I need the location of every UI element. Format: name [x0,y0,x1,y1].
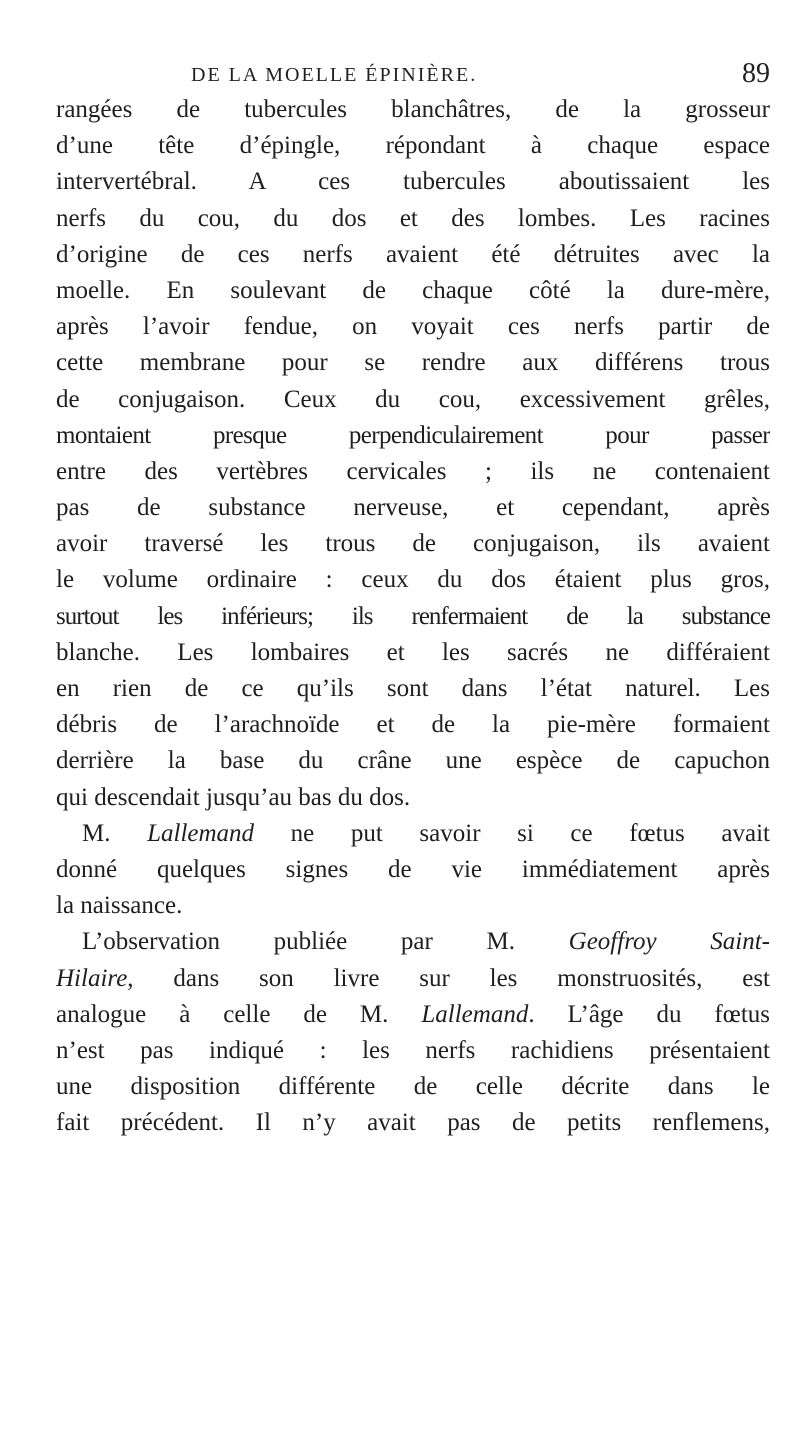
text-line: de conjugaison. Ceux du cou, excessivement grêles, [56,385,770,413]
text-line: donné quelques signes de vie immédiatement après [56,855,770,883]
text-line: moelle. En soulevant de chaque côté la dure-mère, [56,276,770,304]
text-segment: , dans son livre sur les monstruosités, est [127,964,770,992]
text-line: avoir traversé les trous de conjugaison, ils avaient [56,530,770,558]
text-segment: . L’âge du fœtus [528,1000,770,1028]
text-line: fait précédent. Il n’y avait pas de petits renflemens, [56,1109,770,1137]
text-line [56,997,770,1033]
text-line: qui descendait jusqu’au bas du dos. [56,783,411,811]
text-line: montaient presque perpendiculairement pour passer [56,421,770,449]
text-segment: M. [82,819,148,847]
text-line: une disposition différente de celle décrite dans le [56,1073,770,1101]
text-line: entre des vertèbres cervicales ; ils ne contenaient [56,457,770,485]
author-name: Lallemand [147,819,255,847]
text-line: rangées de tubercules blanchâtres, de la grosseur [56,96,770,123]
text-line: le volume ordinaire : ceux du dos étaient plus gros, [56,566,770,594]
page-number: 89 [742,58,770,89]
text-line: débris de l’arachnoïde et de la pie-mère formaient [56,711,770,739]
running-title: DE LA MOELLE ÉPINIÈRE. [191,64,478,86]
text-segment: analogue à celle de M. [56,1000,422,1028]
text-line: après l’avoir fendue, on voyait ces nerfs partir de [56,313,770,341]
text-line [56,961,770,997]
text-line: blanche. Les lombaires et les sacrés ne différaient [56,638,770,666]
text-line: cette membrane pour se rendre aux différens trous [56,349,770,377]
text-segment: L’observation publiée par M. [82,928,569,956]
author-name: Lallemand [421,1000,529,1028]
text-line: intervertébral. A ces tubercules aboutissaient les [56,168,770,196]
text-segment: ne put savoir si ce fœtus avait [254,819,770,847]
text-line [56,924,770,960]
author-name: Hilaire [56,964,128,992]
text-line: la naissance. [56,892,183,920]
text-line: pas de substance nerveuse, et cependant, après [56,494,770,522]
text-line: derrière la base du crâne une espèce de capuchon [56,747,770,775]
text-line [56,816,770,852]
text-line: en rien de ce qu’ils sont dans l’état naturel. Les [56,675,770,702]
body-text [56,92,770,1141]
author-name: Geoffroy Saint- [568,928,770,956]
text-line: n’est pas indiqué : les nerfs rachidiens présentaient [56,1036,770,1064]
text-line: nerfs du cou, du dos et des lombes. Les racines [56,204,770,232]
text-line: d’origine de ces nerfs avaient été détruites avec la [56,240,770,268]
text-line: surtout les inférieurs; ils renfermaient de la substance [56,602,770,630]
text-line: d’une tête d’épingle, répondant à chaque espace [56,132,770,160]
